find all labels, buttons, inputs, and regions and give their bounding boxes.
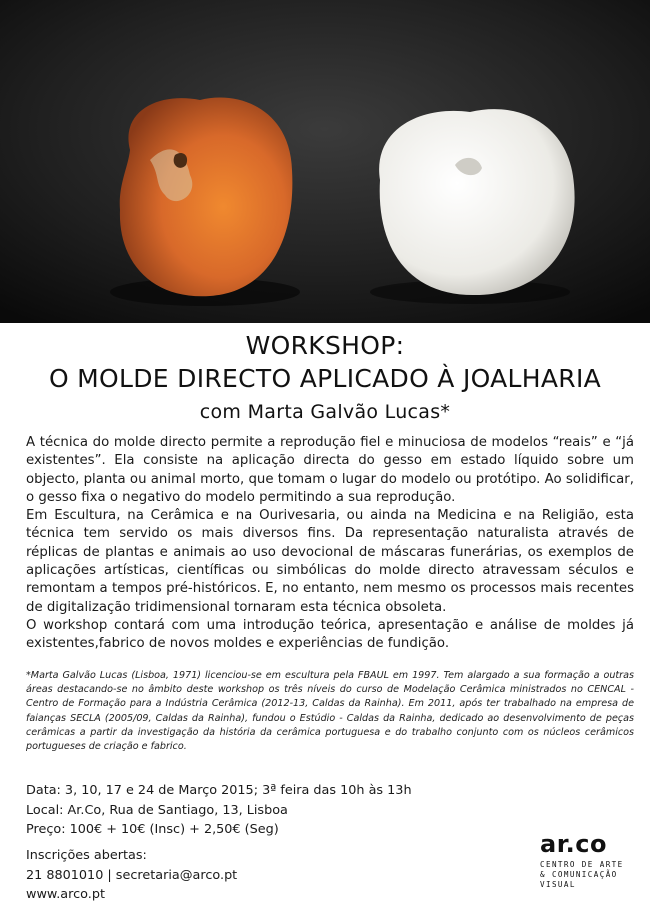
subtitle-instructor: com Marta Galvão Lucas* <box>199 401 451 423</box>
paragraph-3: O workshop contará com uma introdução teórica, apresentação e análise de moldes já existentes,fabrico de novos moldes e experiências de fundição. <box>26 617 634 652</box>
plaster-apple-cast <box>379 109 574 295</box>
logo-subtitle-line-3: VISUAL <box>540 880 576 889</box>
title-line-2: O MOLDE DIRECTO APLICADO À JOALHARIA <box>48 364 602 393</box>
apple-stem-cavity <box>174 153 187 168</box>
logo-wordmark: ar.co <box>540 830 607 858</box>
decayed-apple <box>120 98 293 297</box>
title-line-1: WORKSHOP: <box>245 331 405 360</box>
header-photo <box>0 0 650 323</box>
website-link[interactable]: www.arco.pt <box>26 887 105 902</box>
phone-email: 21 8801010 | secretaria@arco.pt <box>26 867 238 883</box>
paragraph-1: A técnica do molde directo permite a reprodução fiel e minuciosa de modelos “reais” e “já existentes”. Ela consiste na aplicação directa do gesso em estado líquido sobre um objecto, planta ou animal morto, que tomam o lugar do modelo ou protótipo. Ao solidificar, o gesso fixa o negativo do modelo permitindo a sua reprodução. <box>26 435 634 505</box>
arco-logo <box>540 832 640 890</box>
event-date: Data: 3, 10, 17 e 24 de Março 2015; 3ª feira das 10h às 13h <box>26 783 412 798</box>
paragraph-2: Em Escultura, na Cerâmica e na Ourivesaria, ou ainda na Medicina e na Religião, esta técnica tem servido os mais diversos fins. Da representação naturalista através de réplicas de plantas e animais ao uso devocional de máscaras funerárias, os exemplos de aplicações artísticas, científicas ou simbólicas do molde directo atravessam séculos e remontam a tempos pré-históricos. E, no entanto, nem mesmo os processos mais recentes de digitalização tridimensional tornaram esta técnica obsoleta. <box>26 508 634 615</box>
registration-open: Inscrições abertas: <box>26 848 147 863</box>
event-location: Local: Ar.Co, Rua de Santiago, 13, Lisboa <box>26 802 288 818</box>
apples-illustration <box>0 0 650 323</box>
description-body <box>26 434 634 654</box>
instructor-bio-note: *Marta Galvão Lucas (Lisboa, 1971) licenciou-se em escultura pela FBAUL em 1997. Tem alargado a sua formação a outras áreas destacando-se no âmbito deste workshop os três níveis do curso de Modelação Cerâmica ministrados no CENCAL - Centro de Formação para a Indústria Cerâmica (2012-13, Caldas da Rainha). Em 2011, após ter trabalhado na empresa de faianças SECLA (2005/09, Caldas da Rainha), fundou o Estúdio - Caldas da Rainha, dedicado ao desenvolvimento de peças cerâmicas a partir da investigação da história da cerâmica portuguesa e do trabalho conjunto com os núcleos cerâmicos portugueses de criação e fabrico. <box>26 670 634 753</box>
logo-subtitle <box>540 860 640 890</box>
event-price: Preço: 100€ + 10€ (Insc) + 2,50€ (Seg) <box>26 822 279 837</box>
logo-subtitle-line-2: & COMUNICAÇÃO <box>540 870 618 879</box>
logo-subtitle-line-1: CENTRO DE ARTE <box>540 860 624 869</box>
event-info <box>26 781 412 840</box>
contact-info <box>26 846 237 905</box>
